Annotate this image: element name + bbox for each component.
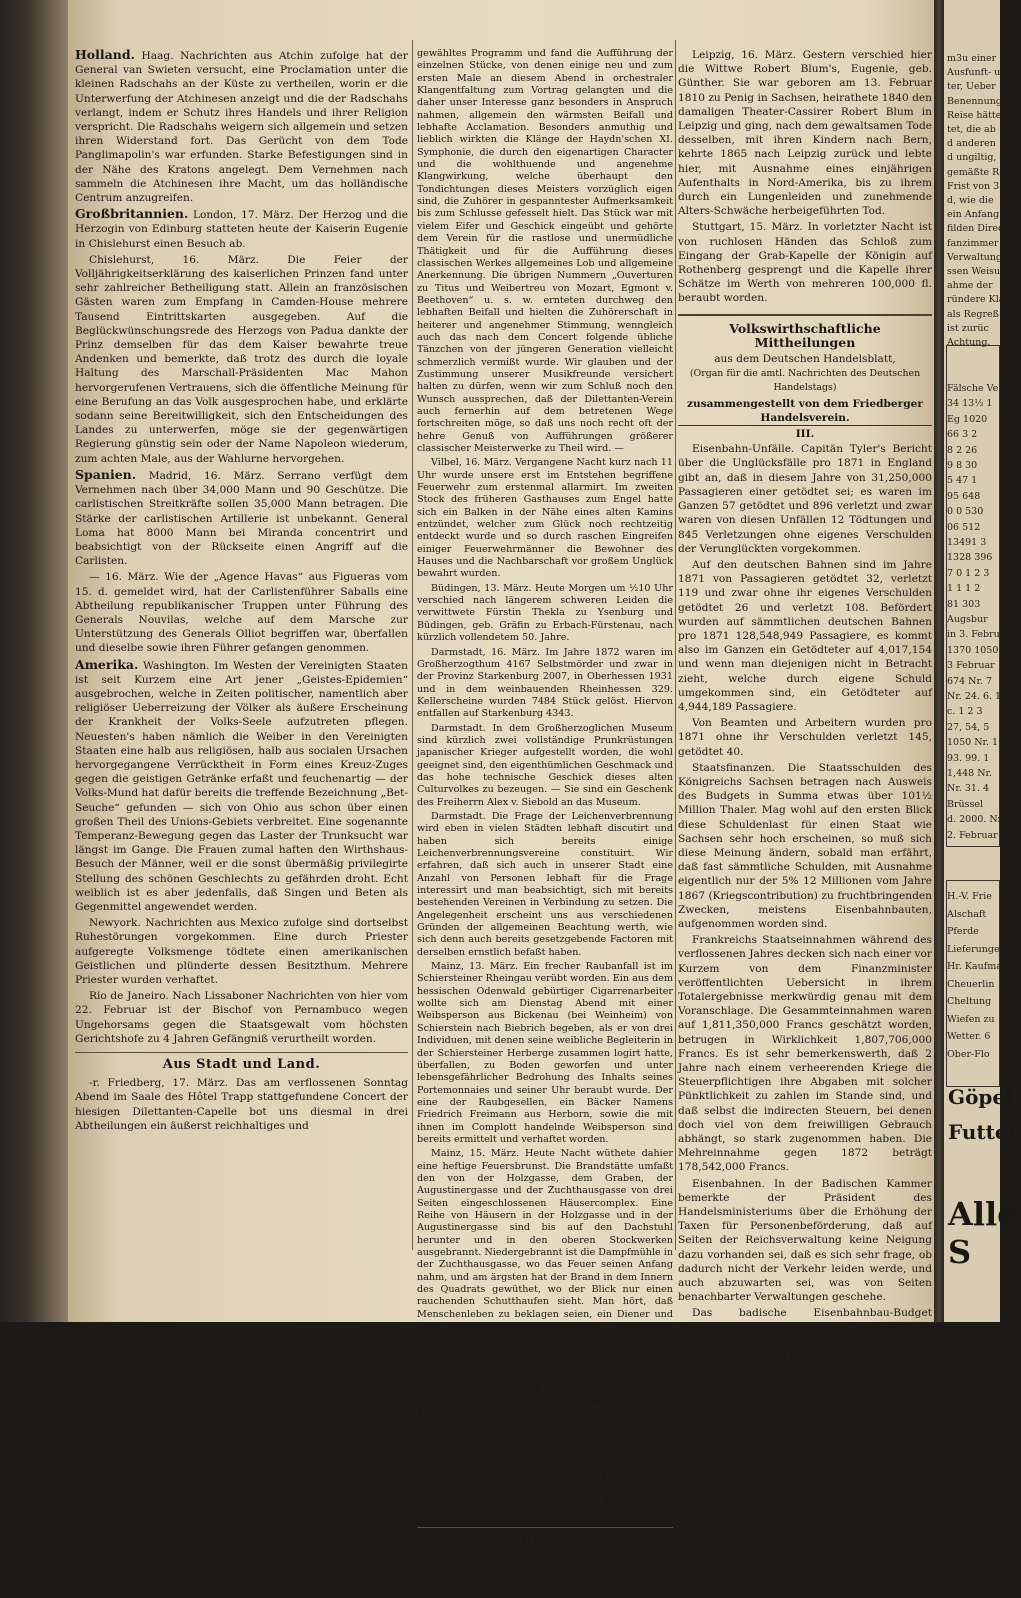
next-page-line: 66 3 2 [947,429,978,441]
next-page-line: Nr. 24. 6. 1 [947,691,1002,702]
next-page-line: 1328 396 [947,552,993,564]
next-page-line: Benennung [947,95,1002,107]
country-heading: Holland. [75,47,135,62]
article-beamte: Von Beamten und Arbeitern wurden pro 1871 ohne ihr Verschulden verletzt 145, getödtet 40. [678,717,932,758]
next-page-line: Ober-Flo [947,1048,990,1060]
section-subtitle: aus dem Deutschen Handelsblatt, [714,353,896,366]
next-page-line: m3u einer [947,53,997,64]
section-title-allerlei [417,1527,673,1545]
section-subtitle-underlined: zusammengestellt von dem Friedberger Handelsverein. [678,397,932,426]
next-page-line: Cheuerlin [947,978,995,990]
next-page-line: 1050 Nr. 1 [947,737,999,749]
next-page-line: Pferde [947,926,979,937]
next-page-line: 1 1 1 2 [947,583,981,595]
next-page-line: Alschaft [947,908,987,920]
article-concert: gewähltes Programm und fand die Aufführung der einzelnen Stücke, von denen einige neu und zum ersten Male an diesem Abend in orchestraler Klangentfaltung zum Vortrag gelangten und die daher unser Interesse ganz besonders in Anspruch nahmen, allgemein den wärmsten Beifall und lebhafte Acclamation. Besonders anmuthig und lieblich wirkten die Klänge der Haydn'schen XI. Symphonie, die durch den eigenartigen Character und die wohlthuende und angenehme Klangwirkung, welche überhaupt den Tondichtungen dieses Meisters vorzüglich eigen sind, die Zuhörer in gespanntester Aufmerksamkeit bis zum Schlusse gefesselt hielt. Das Stück war mit vielem Eifer und Geschick eingeübt und gehörte dem Verein für die rastlose und unermüdliche Thätigkeit und für die Aufführung dieses classischen Werkes allgemeines Lob und allgemeine Anerkennung. Die übrigen Nummern „Ouverturen zu Titus und Weibertreu von Mozart, Egmont v. Beethoven“ u. s. w. ernteten durchweg den lebhaften Beifall und hielten die Zuhörerschaft in heiterer und angenehmer Stimmung, wenngleich auch das nach dem Concert folgende übliche Tänzchen von der jüngeren Generation vielleicht schmerzlich vermißt wurde. Wir glauben und der Zustimmung unserer Musikfreunde versichert halten zu dürfen, wenn wir zum Schluß noch den Wunsch aussprechen, daß der Dilettanten-Verein auch fernerhin auf dem betretenen Wege fortschreiten möge, so daß uns noch recht oft der hehre Genuß von Aufführungen größerer classischer Meisterwerke zu Theil wird. — [417,48,673,454]
next-page-line: als Regreß [947,308,999,320]
article-chislehurst: Chislehurst, 16. März. Die Feier der Volljährigkeitserklärung des kaiserlichen Prinzen fand unter sehr zahlreicher Betheiligung statt. Allein an französischen Gästen waren zum Empfang in Camden-House mehrere Tausend Eintrittskarten ausgegeben. Auf die Beglückwünschungsrede des Herzogs von Padua dankte der Prinz demselben für das dem Kaiser bewahrte treue Andenken und bemerkte, daß trotz des durch die loyale Haltung des Marschall-Präsidenten Mac Mahon hervorgerufenen Vertrauens, sich die öffentliche Meinung für eine Berufung an das Volk ausgesprochen habe, und erklärte sodann seine Bereitwilligkeit, sich den Entscheidungen des Landes zu unterwerfen, möge sie der gegenwärtigen Regierung günstig sein oder der Name Napoleon wiederum, zum achten Male, aus der Wahlurne hervorgehen. [75,253,408,465]
next-page-line: Augsbur [947,614,988,625]
article-vilbel: Vilbel, 16. März. Vergangene Nacht kurz nach 11 Uhr wurde unsere erst im Entstehen begriffene Feuerwehr zum erstenmal allarmirt. Im zweiten Stock des früheren Gasthauses zum Engel hatte sich ein Balken in der Nähe eines alten Kamins entzündet, welcher zum Glück noch rechtzeitig entdeckt wurde und so durch raschen Eingreifen einiger Feuerwehrmänner die Bewohner des Hauses und die Nachbarschaft vor großem Unglück bewahrt wurden. [417,457,673,580]
next-page-line: Ausfunft- u [947,67,1001,79]
next-page-line: Wiefen zu [947,1013,995,1025]
next-page-line: 2. Februar [947,829,998,841]
article-text: Madrid, 16. März. Serrano verfügt dem Vernehmen nach über 34,000 Mann und 90 Geschütze. Die carlistischen Streitkräfte sollen 35,000 Mann betragen. Die Stärke der carlistischen Artillerie ist unbekannt. General Loma hat 8000 Mann bei Miranda concentrirt und beabsichtigt von der Rückseite einen Angriff auf die Carlisten. [75,469,408,568]
next-page-line: d. 2000. Nr [947,814,1003,826]
next-page-line: 06 512 [947,521,981,533]
next-page-line: Verwaltungs [947,251,1007,263]
next-page-line: d, wie die [947,195,994,206]
next-page-line: d anderen [947,138,996,150]
next-page-line: Wetter. 6 [947,1031,991,1042]
article-rechtsprechung: Aus der Rechtsprechung des Reichs-Oberhandelsgerichts. Wie bedenklich es ist, einen Wechsel zu übernehmen, ohne die vorangehenden Firmen genau zu kennen, zeigte sich in folgendem Falle. Ein Wechsel war gezogen auf ein Handlungs- [678,1394,932,1478]
next-page-line: 34 13½ 1 [947,398,993,410]
article-staatsfinanzen: Staatsfinanzen. Die Staatsschulden des Königreichs Sachsen betragen nach Ausweis des Budgets in Summa etwas über 101½ Million Thaler. Mag wohl auf den ersten Blick diese Schuldenlast für einen Staat wie Sachsen sehr hoch erscheinen, so muß sich diese Meinung ändern, sobald man erfährt, daß fast sämmtliche Schulden, mit Ausnahme eigentlich nur der 5% 12 Millionen vom Jahre 1867 (Kriegscontribution) zu fruchtbringenden Zwecken, meistens Eisenbahnbauten, aufgenommen worden sind. [678,761,932,930]
next-page-line: c. 1 2 3 [947,706,983,718]
next-page-line: 95 648 [947,490,981,502]
page-gutter [934,0,944,1322]
article-mainz-2: Mainz, 15. März. Heute Nacht wüthete dahier eine heftige Feuersbrunst. Die Brandstätte umfaßt den von der Holzgasse, dem Graben, der Augustinergasse und der Zuchthausgasse von drei Seiten eingeschlossenen Häusercomplex. Eine Reihe von Häusern in der Holzgasse und in der Augustinergasse sind bis auf den Dachstuhl herunter und in den oberen Stockwerken ausgebrannt. Niedergebrannt ist die Dampfmühle in der Zuchthausgasse, wo das Feuer seinen Anfang nahm, und am ärgsten hat der Brand in dem Innern des Quadrats gewüthet, wo der Blick nur einen rauchenden Schutthaufen sieht. Man hört, daß Menschenleben zu beklagen seien, ein Diener und eine Magd sollen verunglückt sein. Bestätigung dieser Nachricht und der von bedeutenden Verletzungen erzählenden Gerüchte bleibt abzuwarten. Ein Mädchen rettete sich durch einen Sprung aus dem zweiten Stock auf einen untergebreiteten Mantel. Die Zahl der verbrannten Gebäude mag etwa 10 bis 15 betragen. Ueber die Entstehungsursache verlautet nichts Bestimmtes. Seit langer Zeit war hier kein ähnlich starker Brand zu beklagen. Heute Abend standen die Brandtrümmer noch in Gluth und schlug hier und da eine Flamme auf. [417,1148,674,1468]
next-page-line: Cheltung [947,996,992,1007]
next-page-line: 1370 1050 [947,644,999,656]
article-newyork: Newyork. Nachrichten aus Mexico zufolge sind dortselbst Ruhestörungen vorgekommen. Eine durch Priester aufgeregte Volksmenge tödtete einen amerikanischen Geistlichen und plünderte dessen Besitzthum. Mehrere Priester wurden verhaftet. [75,917,408,986]
next-page-line: ssen Weisu [947,266,1001,277]
book-binding [0,0,68,1322]
article-text: London, 17. März. Der Herzog und die Herzogin von Edinburg statteten heute der Kaiserin Eugenie in Chislehurst einen Besuch ab. [75,209,408,250]
section-title-stadt-land: Aus Stadt und Land. [75,1052,408,1072]
next-page-line: 3 Februar [947,660,995,672]
section-title-text: Allerlei. [508,1530,582,1546]
column-rule [675,40,676,1250]
section-subtitle: (Organ für die amtl. Nachrichten des Deutschen Handelstags) [689,368,921,394]
next-page-line: ist zurüc [947,322,989,334]
next-page-ad-heading: Göpel- [948,1085,1021,1109]
article-grossbritannien [75,207,408,251]
next-page-line: 674 Nr. 7 [947,675,993,687]
section-numeral: III. [795,428,815,441]
next-page-line: 1,448 Nr. [947,768,993,779]
section-subtitle [678,397,932,426]
next-page-line: H.-V. Frie [947,891,992,902]
column-2 [417,48,674,1597]
next-page-line: Fälsche Ve [947,383,999,394]
next-page-line: filden Direct [947,223,1008,235]
next-page-line: ründere Klage [947,294,1017,306]
article-eisenbahnen: Eisenbahnen. In der Badischen Kammer bemerkte der Präsident des Handelsministeriums über die Erhöhung der Taxen für Personenbeförderung, daß auf Seiten der Reichsverwaltung keine Neigung dazu vorhanden sei, daß es sich sehr frage, ob dadurch nicht der Verkehr leiden werde, und auch abzuwarten sei, was von Seiten benachbarter Verwaltungen geschehe. [678,1177,932,1304]
next-page-line: ein Anfang [947,209,1000,221]
column-3 [678,48,932,1478]
next-page-line: gemäßte Re [947,166,1005,178]
article-frankfurt: Frankfurt, 14. März. Gestern Abend wurde der Raubmörder Völker, dessen Identität nunmehr vollständig festgestellt ist, im hiesigen Gefängniß eingebracht. [417,1548,673,1597]
next-page-line: Frist von 3 [947,180,1000,192]
article-text: Washington. Im Westen der Vereinigten Staaten ist seit Kurzem eine Art jener „Geistes-Epidemien“ ausgebrochen, welche in Zeiten politischer, namentlich aber religiöser Ueberreizung der Völker als äußere Erscheinung der Krankheit der Volks-Seele aufzutreten pflegen. Neuesten's haben nämlich die Weiber in den Vereinigten Staaten eine halb aus religiösen, halb aus socialen Ursachen hervorgegangene Verrücktheit in Form eines Kreuz-Zuges gegen die geistigen Getränke erfaßt und feuchenartig — der Volks-Mund hat dafür bereits die treffende Bezeichnung „Bet-Seuche“ gefunden — sich von Ohio aus schon über einen großen Theil des Unions-Gebiets verbreitet. Eine sogenannte Temperanz-Bewegung gegen das Laster der Trunksucht war längst im Gange. Die Frauen zumal haften den Wirthshaus-Besuch der Männer, weil er die sonst übermäßig privilegirte Stellung des schönen Geschlechts zu gefährden droht. Echt weiblich ist es aber jedenfalls, daß Singen und Beten als Gegenmittel angewendet werden. [75,659,408,913]
article-stuttgart: Stuttgart, 15. März. In vorletzter Nacht ist von ruchlosen Händen das Schloß zum Eingang der Grab-Kapelle der Königin auf Rothenberg gesprengt und die Kapelle ihrer Schätze im Werth von mehreren 100,000 fl. beraubt worden. [678,221,932,305]
country-heading: Spanien. [75,466,137,482]
country-heading: Amerika. [75,656,139,672]
article-rio: Rio de Janeiro. Nach Lissaboner Nachrichten von hier vom 22. Februar ist der Bischof von Pernambuco wegen Ungehorsams gegen die Staatsgewalt vom höchsten Gerichtshofe zu 4 Jahren Gefängniß verurtheilt worden. [75,990,408,1045]
column-1 [75,48,408,1216]
next-page-line: Eg 1020 [947,413,988,425]
article-amerika [75,658,408,915]
article-darmstadt-1: Darmstadt, 16. März. Im Jahre 1872 waren im Großherzogthum 4167 Selbstmörder und zwar in der Provinz Starkenburg 2007, in Oberhessen 1931 und in dem weinbauenden Rheinhessen 329. Kellerscheine wurden 7484 Stück gelöst. Hiervon entfallen auf Starkenburg 4343. [417,646,673,720]
next-page-line: 81 303 [947,598,981,610]
next-page-line: 0 0 530 [947,506,984,518]
next-page-line: fanzimmer [947,237,999,249]
next-page-ad-heading: Futter [948,1120,1019,1144]
next-page-line: Achtung. [947,337,991,348]
country-heading: Großbritannien. [75,206,189,222]
next-page-line: Lieferunge [947,943,1000,955]
article-holland [75,48,408,205]
next-page-ad-heading: Alle S [948,1195,1018,1271]
article-darmstadt-3: Darmstadt. Die Frage der Leichenverbrennung wird eben in vielen Städten lebhaft discutirt und haben sich bereits einige Leichenverbrennungsvereine constituirt. Wir erfahren, daß sich auch in unserer Stadt eine Anzahl von Personen lebhaft für die Frage interessirt und man beabsichtigt, sich mit bereits bestehenden Vereinen in Verbindung zu setzen. Die Angelegenheit erscheint uns aus verschiedenen Gründen der allgemeinen Beachtung werth, wie sich denn auch bereits gesetzgebende Factoren mit derselben ernstlich befaßt haben. [417,810,673,958]
article-text: Haag. Nachrichten aus Atchin zufolge hat der General van Swieten versucht, eine Proclamation unter die kleinen Radschahs an der Küste zu vertheilen, worin er die Unterwerfung der Atchinesen anzeigt und die der Radschahs verlangt, indem er Schutz ihres Handels und ihrer Religion verspricht. Die Radschahs weigern sich allgemein und setzen ihren Widerstand fort. Das Gerücht von dem Tode Panglimapolin's war erfunden. Starke Befestigungen sind in der Nähe des Kratons angelegt. Dem Vernehmen nach sammeln die Atchinesen ihre Macht, um das holländische Centrum anzugreifen. [75,50,408,205]
next-page-line: d ungiltig, [947,152,997,164]
next-page-line: 93. 99. 1 [947,752,990,764]
article-badisch-budget: Das badische Eisenbahnbau-Budget beziffert sich für die nächste Finanzperiode auf ca. 25 Millionen Gulden; im sächsischen Budget sind für den Neubau von Eisenbahnen, Erweiterung der Bahnhöfe zc. für 1874 und 75 ca. 10½ Millionen Thaler ausgeworfen. [678,1307,932,1391]
next-page-line: ahme der [947,280,993,292]
article-eisenbahn-unfaelle: Eisenbahn-Unfälle. Capitän Tyler's Bericht über die Unglücksfälle pro 1871 in England gibt an, daß in diesem Jahre von 31,250,000 Passagieren einer getödtet sei; es waren im Ganzen 57 getödtet und 896 verletzt und zwar waren von diesen Unfällen 12 Tödtungen und 845 Verletzungen ohne eigenes Verschulden der Verunglückten vorgekommen. [678,443,932,555]
next-page-line: ter, Ueber [947,81,996,93]
next-page-line: 7 0 1 2 3 [947,567,990,579]
article-bingen: Bingen, 12. März. Am Abend des 11. d. legte sich in der Nähe der alten Brücke ein Frauenzimmer auf die Schienen der Nahebahn und ihr Körper wurde von dem Schnellzuge in zwei Theile getrennt. [417,1471,673,1520]
article-friedberg: -r. Friedberg, 17. März. Das am verflossenen Sonntag Abend im Saale des Hôtel Trapp stattgefundene Concert der hiesigen Dilettanten-Capelle bot uns diesmal in drei Abtheilungen ein äußerst reichhaltiges und [75,1077,408,1132]
next-page-fragment [944,0,1021,1322]
next-page-line: Hr. Kaufman [947,961,1009,972]
next-page-line: 27, 54, 5 [947,721,990,733]
column-rule [412,40,413,1250]
next-page-line: Nr. 31. 4 [947,783,990,795]
next-page-line: 13491 3 [947,537,987,548]
section-title-volkswirthschaft: Volkswirthschaftliche Mittheilungen [678,314,932,350]
next-page-line: Reise hätte [947,109,1002,121]
article-buedingen: Büdingen, 13. März. Heute Morgen um ½10 Uhr verschied nach längerem schweren Leiden die verwittwete Fürstin Thekla zu Ysenburg und Büdingen, geb. Gräfin zu Erbach-Fürstenau, nach kürzlich vollendetem 50. Jahre. [417,582,673,644]
article-figueras: — 16. März. Wie der „Agence Havas“ aus Figueras vom 15. d. gemeldet wird, hat der Carlistenführer Saballs eine Abtheilung republikanischer Truppen unter Führung des Generals Nouvilas, welche auf dem Marsche zur Unterstützung des Generals Olliot begriffen war, überfallen und dieselbe sowie ihren Führer gefangen genommen. [75,571,408,655]
article-frankreich: Frankreichs Staatseinnahmen während des verflossenen Jahres decken sich nach einer vor Kurzem von dem Finanzminister veröffentlichten Uebersicht in ihrem Totalergebnisse merkwürdig genau mit dem Voranschlage. Die Gesammteinnahmen waren auf 1,811,350,000 Francs geschätzt worden, betrugen in Wirklichkeit 1,807,706,000 Francs. Es ist sehr bemerkenswerth, daß 2 Jahre nach einem verheerenden Kriege die Steuerpflichtigen ihre Abgaben mit solcher Pünktlichkeit zu zahlen im Stande sind, und daß selbst die indirecten Steuern, bei denen doch viel von dem freiwilligen Gebrauch abhängt, so stark zugenommen haben. Die Mehreinnahme gegen 1872 beträgt 178,542,000 Francs. [678,934,932,1174]
next-page-line: in 3. Februa [947,629,1006,641]
article-darmstadt-2: Darmstadt. In dem Großherzoglichen Museum sind kürzlich zwei vollständige Prunkrüstungen japanischer Krieger aufgestellt worden, die wohl geeignet sind, den eigenthümlichen Geschmack und das hohe technische Geschick dieses alten Culturvolkes zu bezeugen. — Sie sind ein Geschenk des Freiherrn Alex v. Siebold an das Museum. [417,722,673,808]
article-mainz-1: Mainz, 13. März. Ein frecher Raubanfall ist im Schiersteiner Rheingau verübt worden. Ein aus dem hessischen Odenwald gebürtiger Cigarrenarbeiter wollte sich am Dienstag Abend mit einer Weibsperson aus Bickenau (bei Weinheim) von Schierstein nach Biebrich begeben, als er von drei Individuen, mit denen seine weibliche Begleiterin in der Schiersteiner Herberge zusammen logirt hatte, überfallen, zu Boden geworfen und unter lebensgefährlicher Bedrohung des Inhalts seines Portemonnaies und seiner Uhr beraubt wurde. Der eine der Raubgesellen, ein Bäcker Namens Friedrich Freimann aus Herborn, sowie die mit ihnen im Complott handelnde Weibsperson sind bereits ermittelt und verhaftet worden. [417,961,673,1145]
next-page-line: 8 2 26 [947,444,978,456]
article-deutsche-bahnen: Auf den deutschen Bahnen sind im Jahre 1871 von Passagieren getödtet 32, verletzt 119 und zwar ohne ihr eigenes Verschulden getödtet 26 und verletzt 108. Befördert wurden auf sämmtlichen deutschen Bahnen pro 1871 128,548,949 Passagiere, es kommt also im Ganzen ein Getödteter auf 4,017,154 und wenn man diejenigen nicht in Betracht zieht, welche durch eigene Schuld umgekommen sind, ein Getödteter auf 4,944,189 Passagiere. [678,558,932,713]
next-page-line: tet, die ab [947,124,996,135]
next-page-line: 9 8 30 [947,460,978,471]
article-spanien [75,468,408,568]
next-page-line: 5 47 1 [947,475,978,487]
article-leipzig: Leipzig, 16. März. Gestern verschied hier die Wittwe Robert Blum's, Eugenie, geb. Günther. Sie war geboren am 13. Februar 1810 zu Penig in Sachsen, heirathete 1840 den damaligen Theater-Cassirer Robert Blum in Leipzig und ging, nach dem gewaltsamen Tode desselben, mit ihren Kindern nach Bern, kehrte 1865 nach Leipzig zurück und lebte hier, mit Ausnahme eines einjährigen Aufenthalts in Nord-Amerika, bis zu ihrem durch ein Lungenleiden und zunehmende Alters-Schwäche herbeigeführten Tod. [678,49,932,218]
next-page-line: Brüssel [947,798,984,810]
